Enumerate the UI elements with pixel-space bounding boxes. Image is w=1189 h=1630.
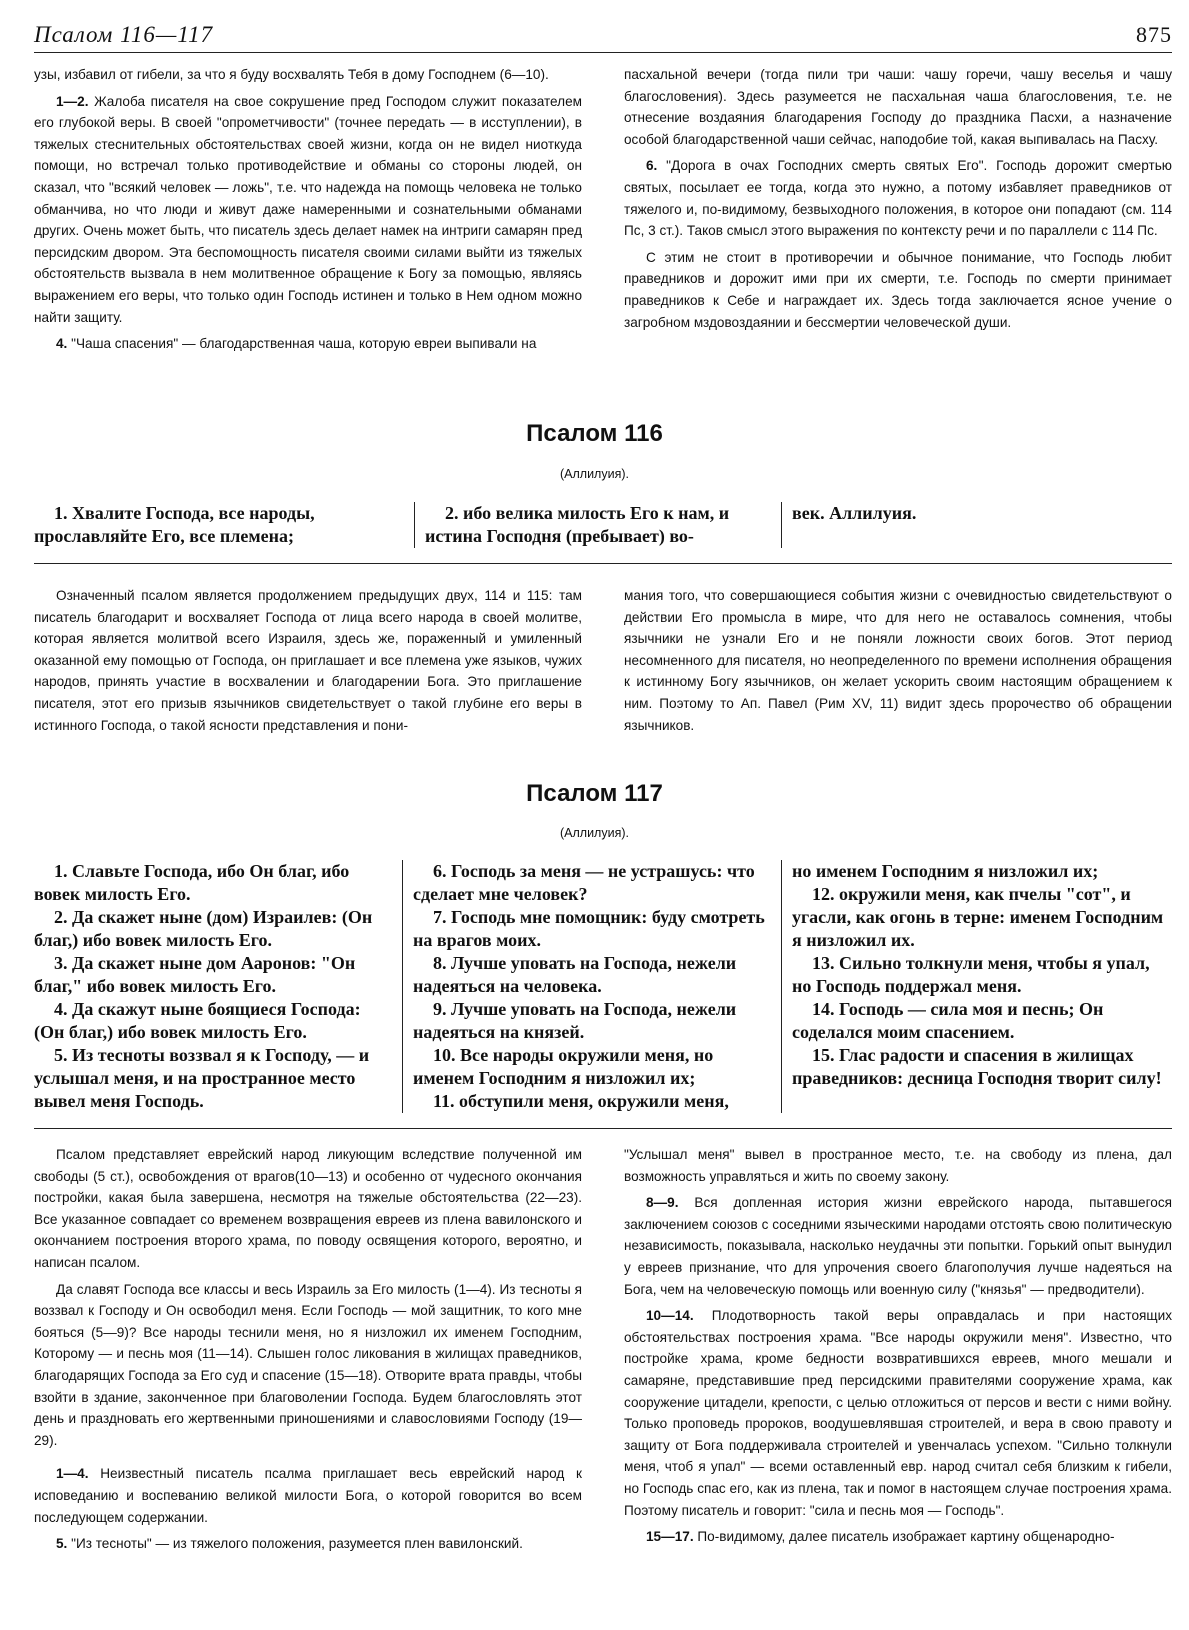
verse: 13. Сильно толкнули меня, чтобы я упал, но Господь поддержал меня. bbox=[792, 953, 1150, 996]
page-header bbox=[34, 20, 1172, 53]
verse: 10. Все народы окружили меня, но именем Господним я низложил их; bbox=[413, 1045, 714, 1088]
paragraph: 1—2. Жалоба писателя на свое сокрушение пред Господом служит показателем его глубокой веры. В своей "опрометчивости" (точнее передать — в исступлении), в тяжелых стеснительных обстоятельствах своей жизни, когда он не видел ниоткуда помощи, но встречал только противодействие и обманы со стороны людей, он сказал, что "всякий человек — ложь", т.е. что надежда на помощь человека не только обманчива, но что люди и живут даже намеренными и сознательными обманами других. Очень может быть, что писатель здесь делает намек на интриги самарян пред персидским двором. Эта беспомощность писателя своими силами выйти из тяжелых обстоятельств вызвала в нем молитвенное обращение к Богу за помощью, являясь выражением его веры, что только один Господь истинен и только в Нем одном можно найти защиту. bbox=[34, 93, 582, 325]
paragraph: Да славят Господа все классы и весь Израиль за Его милость (1—4). Из тесноты я воззвал к Господу и Он освободил меня. Если Господь — мой защитник, то кого мне бояться (5—9)? Все народы теснили меня, но я низложил их именем Господним, Которому — и песнь моя (11—14). Слышен голос ликования в жилищах праведников, благодарящих Господа за Его суд и спасение (15—18). Отворите врата правды, чтобы взойти в здание, законченное при благоволении Господа. Будем благословлять этот день и праздновать его жертвенными приношениями и славословиями Господу (19—29). bbox=[34, 1281, 582, 1448]
top-left-column bbox=[34, 64, 582, 360]
verse: 5. Из тесноты воззвал я к Господу, — и услышал меня, и на пространное место вывел меня Господь. bbox=[34, 1045, 370, 1111]
paragraph: "Услышал меня" вывел в пространное место, т.е. на свободу из плена, дал возможность управляться и жить по своему закону. bbox=[624, 1147, 1172, 1184]
psalm-116-commentary bbox=[34, 585, 1172, 741]
paragraph: 1—4. Неизвестный писатель псалма приглашает весь еврейский народ к исповеданию и воспеванию великой милости Бога, о которой говорится во всем последующем содержании. bbox=[34, 1466, 582, 1525]
top-right-column bbox=[624, 64, 1172, 360]
verse: 1. Славьте Господа, ибо Он благ, ибо вовек милость Его. bbox=[34, 861, 350, 904]
verse: 1. Хвалите Господа, все народы, прославляйте Его, все племена; bbox=[34, 503, 315, 546]
verse: 2. Да скажет ныне (дом) Израилев: (Он благ,) ибо вовек милость Его. bbox=[34, 907, 373, 950]
verse: 7. Господь мне помощник: буду смотреть на врагов моих. bbox=[413, 907, 765, 950]
psalm-116-verses bbox=[34, 502, 1172, 548]
psalm-116-title: Псалом 116 bbox=[526, 420, 663, 447]
psalm-117-title: Псалом 117 bbox=[526, 780, 663, 807]
verse: 2. ибо велика милость Его к нам, и истина Господня (пребывает) во- bbox=[425, 503, 730, 546]
divider bbox=[34, 1128, 1172, 1129]
verse: 14. Господь — сила моя и песнь; Он соделался моим спасением. bbox=[792, 999, 1104, 1042]
paragraph: 10—14. Плодотворность такой веры оправдалась и при настоящих обстоятельствах построения храма. "Все народы окружили меня". Известно, что постройке храма, кроме бедности возвратившихся евреев, много мешали и самаряне, представившие пред персидскими правителями сооружение храма, как сооружение цитадели, крепости, с целью отложиться от персов и вести с ними войну. Только проповедь пророков, воодушевлявшая строителей, и вера в свою правоту и защиту от Бога поддерживала строителей и увенчалась успехом. "Сильно толкнули меня, чтоб я упал" — всеми оставленный евр. народ считал себя близким к гибели, но Господь спас его, как из плена, так и помог в настоящем случае построения храма. Поэтому писатель и говорит: "сила и песнь моя — Господь". bbox=[624, 1308, 1172, 1518]
psalm-117-verses bbox=[34, 860, 1172, 1113]
verse-column bbox=[402, 860, 781, 1113]
paragraph: узы, избавил от гибели, за что я буду восхвалять Тебя в дому Господнем (6—10). bbox=[34, 67, 549, 82]
verse-column bbox=[34, 502, 414, 548]
verse: но именем Господним я низложил их; bbox=[792, 861, 1099, 881]
verse-column bbox=[34, 860, 402, 1113]
verse: 15. Глас радости и спасения в жилищах праведников: десница Господня творит силу! bbox=[792, 1045, 1162, 1088]
page-number: 875 bbox=[1136, 22, 1172, 47]
verse: 11. обступили меня, окружили меня, bbox=[433, 1091, 729, 1111]
running-title: Псалом 116—117 bbox=[34, 22, 214, 47]
paragraph: 8—9. Вся допленная история жизни еврейского народа, пытавшегося заключением союзов с соседними языческими народами отстоять свою политическую независимость, показывала, насколько неудачны эти попытки. Горький опыт вынудил у евреев признание, что для упрочения своего благополучия лучше надеяться на Бога, чем на человеческую помощь или военную силу ("князья" — предводители). bbox=[624, 1195, 1172, 1297]
paragraph: мания того, что совершающиеся события жизни с очевидностью свидетельствуют о действии Его промысла в мире, что для него не оставалось сомнения, чтобы язычники не узнали Его и не поняли ложности своих богов. Этот период несомненного для писателя, но неопределенного по времени исполнения обращения к истинному Богу язычников, он желает ускорить своим настоящим обращением к ним. Поэтому то Ап. Павел (Рим XV, 11) видит здесь пророчество об обращении язычников. bbox=[624, 588, 1172, 733]
psalm-117-commentary bbox=[34, 1144, 1172, 1560]
paragraph: 6. "Дорога в очах Господних смерть святых Его". Господь дорожит смертью святых, посылает ее тогда, когда это нужно, а потому избавляет праведников от тяжелого и, по-видимому, безвыходного положения, в которое они попадают (см. 114 Пс, 3 ст.). Таков смысл этого выражения по контексту речи и по параллели с 114 Пс. bbox=[624, 158, 1172, 239]
top-commentary bbox=[34, 64, 1172, 360]
commentary-left-column bbox=[34, 1144, 582, 1560]
paragraph: Псалом представляет еврейский народ ликующим вследствие полученной им свободы (5 ст.), освобождения от врагов(10—13) и особенно от чудесного окончания постройки, какая была завершена, несмотря на тяжелые обстоятельства (22—23). Все указанное совпадает со временем возвращения евреев из плена вавилонского и окончанием построения второго храма, по поводу освящения которого, вероятно, и написан псалом. bbox=[34, 1147, 582, 1270]
verse-column bbox=[781, 860, 1164, 1113]
paragraph: пасхальной вечери (тогда пили три чаши: чашу горечи, чашу веселья и чашу благословения). Здесь разумеется не пасхальная чаша благословения, т.е. не отнесение воздаяния благодарения Господу до праздника Пасхи, а назначение особой благодарственной чаши сейчас, наподобие той, какая выпивалась на Пасху. bbox=[624, 67, 1172, 147]
psalm-116-subtitle: (Аллилуия). bbox=[559, 467, 629, 481]
divider bbox=[34, 563, 1172, 564]
verse: 9. Лучше уповать на Господа, нежели надеяться на князей. bbox=[413, 999, 737, 1042]
commentary-right-column bbox=[624, 1144, 1172, 1560]
paragraph: 5. "Из тесноты" — из тяжелого положения, разумеется плен вавилонский. bbox=[56, 1536, 523, 1552]
paragraph: Означенный псалом является продолжением предыдущих двух, 114 и 115: там писатель благодарит и восхваляет Господа от лица всего народа в своей молитве, которая является молитвой всего Израиля, здесь же, пораженный и умиленный оказанной ему помощью от Господа, он приглашает и все племена уже языков, чужих народов, принять участие в восхвалении и благодарении Бога. Это приглашение писателя, этот его призыв язычников свидетельствует о такой глубине его веры в истинного Господа, о такой ясности представления и пони- bbox=[34, 588, 582, 733]
verse: век. Аллилуия. bbox=[792, 503, 917, 523]
verse: 4. Да скажут ныне боящиеся Господа: (Он благ,) ибо вовек милость Его. bbox=[34, 999, 361, 1042]
verse: 12. окружили меня, как пчелы "сот", и угасли, как огонь в терне: именем Господним я низложил их. bbox=[792, 884, 1164, 950]
paragraph: 15—17. По-видимому, далее писатель изображает картину общенародно- bbox=[646, 1529, 1115, 1545]
verse: 3. Да скажет ныне дом Ааронов: "Он благ," ибо вовек милость Его. bbox=[34, 953, 356, 996]
psalm-117-subtitle: (Аллилуия). bbox=[559, 826, 629, 840]
verse: 6. Господь за меня — не устрашусь: что сделает мне человек? bbox=[413, 861, 755, 904]
verse-column bbox=[414, 502, 781, 548]
verse-column bbox=[781, 502, 1172, 548]
paragraph: 4. "Чаша спасения" — благодарственная чаша, которую евреи выпивали на bbox=[56, 336, 537, 352]
verse: 8. Лучше уповать на Господа, нежели надеяться на человека. bbox=[413, 953, 737, 996]
paragraph: С этим не стоит в противоречии и обычное понимание, что Господь любит праведников и дорожит ими при их смерти, т.е. Господь по смерти принимает праведников к Себе и награждает их. Здесь тогда заключается ясное учение о загробном мздовоздаянии и бессмертии человеческой души. bbox=[624, 249, 1172, 330]
commentary-left-column bbox=[34, 585, 582, 741]
commentary-right-column bbox=[624, 585, 1172, 741]
